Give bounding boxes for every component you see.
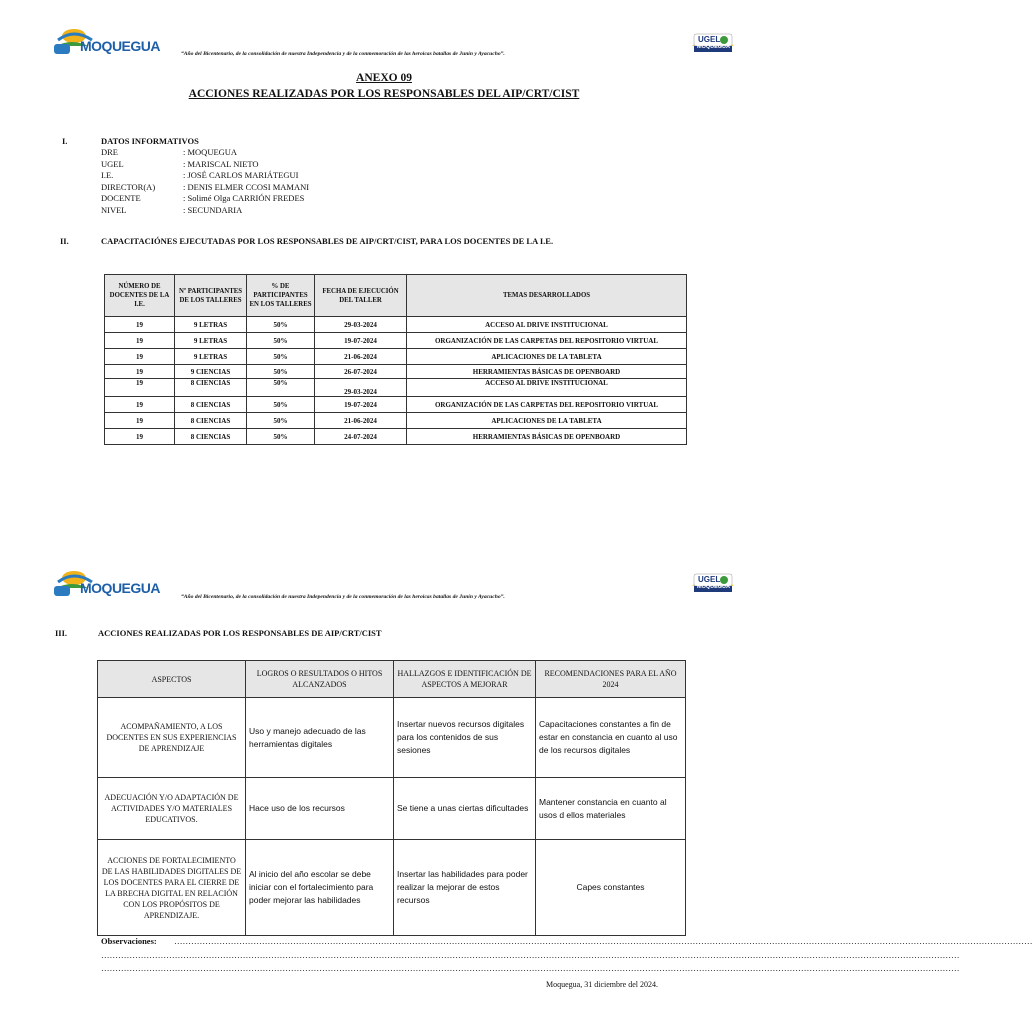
section-3-number: III. [55,628,68,638]
moquegua-logo [52,566,158,600]
table-cell: 19 [105,317,175,333]
actions-table [97,660,686,936]
aspect-cell: ACOMPAÑAMIENTO, A LOS DOCENTES EN SUS EXPERIENCIAS DE APRENDIZAJE [98,698,246,778]
table-cell: 19 [105,365,175,379]
col-header: RECOMENDACIONES PARA EL AÑO 2024 [536,661,686,698]
info-value: : JOSÉ CARLOS MARIÁTEGUI [183,170,299,180]
observations-line: …………………………………………………………………………………………………………………………………………………………………………………………………………………………………………………………………………… [101,950,960,960]
table-cell: 50% [247,333,315,349]
table-row [105,317,687,333]
col-header: FECHA DE EJECUCIÓN DEL TALLER [315,275,407,317]
motto-text: “Año del Bicentenario, de la consolidación de nuestra Independencia y de la conmemoración de las heroicas batallas de Junín y Ayacucho”. [181,594,505,600]
info-value: : MOQUEGUA [183,147,238,157]
ugel-name: UGEL [698,35,721,44]
table-cell: 19-07-2024 [315,333,407,349]
table-row [98,698,686,778]
table-cell: 9 LETRAS [175,333,247,349]
info-value: : MARISCAL NIETO [183,159,259,169]
table-cell: Insertar las habilidades para poder realizar la mejorar de estos recursos [394,840,536,936]
aspect-cell: ADECUACIÓN Y/O ADAPTACIÓN DE ACTIVIDADES Y/O MATERIALES EDUCATIVOS. [98,778,246,840]
table-cell: Capacitaciones constantes a fin de estar en constancia en cuanto al uso de los recursos digitales [536,698,686,778]
observations-line: …………………………………………………………………………………………………………………………………………………………………………………………………………………………………………………………………………… [174,936,1033,946]
aspect-cell: ACCIONES DE FORTALECIMIENTO DE LAS HABILIDADES DIGITALES DE LOS DOCENTES PARA EL CIERRE DE LA BRECHA DIGITAL EN RELACIÓN CON LOS PROPÓSITOS DE APRENDIZAJE. [98,840,246,936]
table-row [105,429,687,445]
table-cell: 50% [247,317,315,333]
signature-date: Moquegua, 31 diciembre del 2024. [546,980,658,989]
region-name: MOQUEGUA [80,580,160,596]
info-label: NIVEL [101,205,127,215]
section-3-title: ACCIONES REALIZADAS POR LOS RESPONSABLES DE AIP/CRT/CIST [98,628,382,638]
table-cell: 24-07-2024 [315,429,407,445]
ugel-region: MOQUEGUA [697,584,730,590]
table-cell: HERRAMIENTAS BÁSICAS DE OPENBOARD [407,365,687,379]
table-row [105,397,687,413]
table-cell: 29-03-2024 [315,317,407,333]
observations-line: …………………………………………………………………………………………………………………………………………………………………………………………………………………………………………………………………………… [101,963,960,973]
table-cell: 21-06-2024 [315,349,407,365]
table-cell: APLICACIONES DE LA TABLETA [407,413,687,429]
table-cell: 50% [247,429,315,445]
col-header: Nº PARTICIPANTES DE LOS TALLERES [175,275,247,317]
info-label: UGEL [101,159,124,169]
table-cell: 9 LETRAS [175,317,247,333]
table-cell: Capes constantes [536,840,686,936]
table-cell: ACCESO AL DRIVE INSTITUCIONAL [407,317,687,333]
info-label: DIRECTOR(A) [101,182,156,192]
annex-title: ANEXO 09 [356,72,412,84]
table-row [98,840,686,936]
info-label: DRE [101,147,118,157]
table-cell: 8 CIENCIAS [175,397,247,413]
section-1-title: DATOS INFORMATIVOS [101,136,199,146]
info-value: : DENIS ELMER CCOSI MAMANI [183,182,310,192]
ugel-logo [688,564,738,598]
table-cell: 19 [105,413,175,429]
table-cell: 19 [105,349,175,365]
table-cell: 9 LETRAS [175,349,247,365]
col-header: LOGROS O RESULTADOS O HITOS ALCANZADOS [246,661,394,698]
table-cell: 8 CIENCIAS [175,429,247,445]
table-cell: 8 CIENCIAS [175,413,247,429]
col-header: % DE PARTICIPANTES EN LOS TALLERES [247,275,315,317]
table-cell: 19 [105,379,175,397]
table-cell: HERRAMIENTAS BÁSICAS DE OPENBOARD [407,429,687,445]
ugel-name: UGEL [698,575,721,584]
table-cell: Mantener constancia en cuanto al usos d ellos materiales [536,778,686,840]
table-cell: Hace uso de los recursos [246,778,394,840]
table-cell: 26-07-2024 [315,365,407,379]
table-row [105,349,687,365]
info-value: : Solimé Olga CARRIÓN FREDES [183,193,305,203]
table-row [105,379,687,397]
section-1-number: I. [62,136,68,146]
moquegua-logo [52,24,158,58]
col-header: TEMAS DESARROLLADOS [407,275,687,317]
col-header: HALLAZGOS E IDENTIFICACIÓN DE ASPECTOS A MEJORAR [394,661,536,698]
table-cell: 50% [247,379,315,397]
ugel-region: MOQUEGUA [697,44,730,50]
table-cell: 21-06-2024 [315,413,407,429]
table-cell: 19 [105,333,175,349]
motto-text: “Año del Bicentenario, de la consolidación de nuestra Independencia y de la conmemoración de las heroicas batallas de Junín y Ayacucho”. [181,51,505,57]
table-cell: ACCESO AL DRIVE INSTITUCIONAL [407,379,687,397]
table-cell: ORGANIZACIÓN DE LAS CARPETAS DEL REPOSITORIO VIRTUAL [407,397,687,413]
table-cell: 29-03-2024 [315,379,407,397]
table-cell: Al inicio del año escolar se debe iniciar con el fortalecimiento para poder mejorar las habilidades [246,840,394,936]
table-header-row [105,275,687,317]
section-2-title: CAPACITACIÓNES EJECUTADAS POR LOS RESPONSABLES DE AIP/CRT/CIST, PARA LOS DOCENTES DE LA I.E. [101,236,554,246]
observations-label: Observaciones: [101,936,157,946]
table-row [105,413,687,429]
table-cell: Insertar nuevos recursos digitales para los contenidos de sus sesiones [394,698,536,778]
table-cell: Se tiene a unas ciertas dificultades [394,778,536,840]
table-cell: 50% [247,413,315,429]
info-label: I.E. [101,170,114,180]
table-cell: Uso y manejo adecuado de las herramientas digitales [246,698,394,778]
table-header-row [98,661,686,698]
col-header: ASPECTOS [98,661,246,698]
table-cell: 19 [105,397,175,413]
section-2-number: II. [60,236,69,246]
table-cell: 8 CIENCIAS [175,379,247,397]
info-label: DOCENTE [101,193,141,203]
table-cell: 9 CIENCIAS [175,365,247,379]
document-title: ACCIONES REALIZADAS POR LOS RESPONSABLES DEL AIP/CRT/CIST [188,88,580,100]
ugel-logo [688,24,738,58]
info-value: : SECUNDARIA [183,205,243,215]
table-cell: 50% [247,365,315,379]
col-header: NÚMERO DE DOCENTES DE LA I.E. [105,275,175,317]
table-row [105,333,687,349]
table-cell: 19 [105,429,175,445]
trainings-table [104,274,687,445]
table-row [98,778,686,840]
region-name: MOQUEGUA [80,38,160,54]
table-cell: 50% [247,397,315,413]
table-cell: ORGANIZACIÓN DE LAS CARPETAS DEL REPOSITORIO VIRTUAL [407,333,687,349]
table-cell: 19-07-2024 [315,397,407,413]
table-cell: APLICACIONES DE LA TABLETA [407,349,687,365]
table-cell: 50% [247,349,315,365]
table-row [105,365,687,379]
